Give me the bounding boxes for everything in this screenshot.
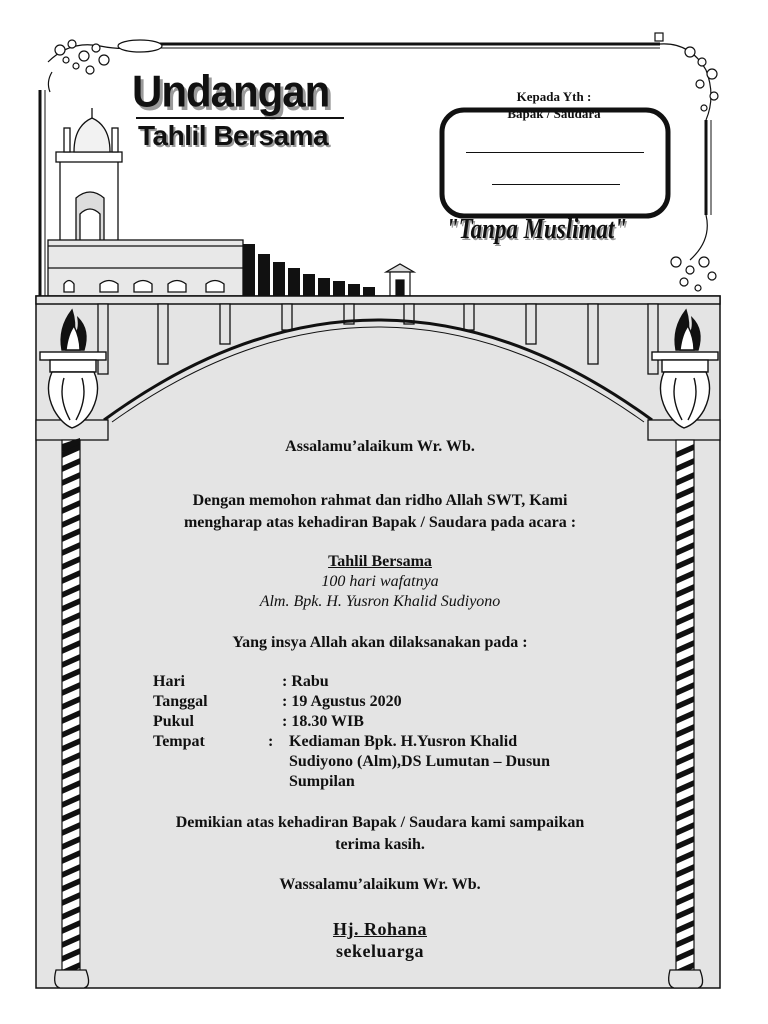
note-tanpa-muslimat: "Tanpa Muslimat" — [446, 214, 627, 245]
greeting: Assalamu’alaikum Wr. Wb. — [285, 438, 475, 455]
event-subtitle-1: 100 hari wafatnya — [321, 573, 439, 590]
recipient-line-2: Bapak / Saudara — [507, 106, 601, 121]
detail-label-pukul: Pukul — [153, 713, 194, 730]
intro-line-2: mengharap atas kehadiran Bapak / Saudara pada acara : — [183, 514, 577, 531]
detail-value-pukul: : 18.30 WIB — [282, 713, 364, 730]
event-title — [120, 552, 640, 572]
detail-value-tempat-2: Sudiyono (Alm),DS Lumutan – Dusun — [289, 753, 550, 770]
detail-value-tanggal: : 19 Agustus 2020 — [282, 693, 402, 710]
signatory-sub: sekeluarga — [336, 941, 424, 961]
detail-label-hari: Hari — [153, 673, 185, 690]
top-band — [36, 296, 720, 304]
recipient-name-line — [466, 152, 644, 153]
closing-line-2: terima kasih. — [335, 836, 425, 853]
detail-label-tempat: Tempat — [153, 733, 205, 750]
signature-block — [120, 918, 640, 962]
farewell: Wassalamu’alaikum Wr. Wb. — [279, 876, 481, 893]
detail-value-tempat-3: Sumpilan — [289, 773, 355, 790]
small-pavilion-icon — [386, 264, 414, 296]
title-underline — [136, 117, 344, 119]
recipient-label — [440, 88, 668, 122]
detail-label-tanggal: Tanggal — [153, 693, 208, 710]
detail-value-hari: : Rabu — [282, 673, 329, 690]
stair-decoration — [243, 244, 375, 296]
closing-line-1: Demikian atas kehadiran Bapak / Saudara kami sampaikan — [175, 814, 585, 831]
signatory-name: Hj. Rohana — [332, 919, 427, 939]
intro-line-1: Dengan memohon rahmat dan ridho Allah SWT, Kami — [192, 492, 568, 509]
intro-paragraph — [120, 490, 640, 534]
recipient-box — [442, 110, 668, 216]
detail-colon-tempat: : — [268, 733, 274, 750]
invitation-title: Undangan — [132, 66, 330, 117]
event-subtitle-2: Alm. Bpk. H. Yusron Khalid Sudiyono — [259, 593, 501, 610]
recipient-line-1: Kepada Yth : — [516, 89, 592, 104]
detail-value-tempat-1: Kediaman Bpk. H.Yusron Khalid — [289, 733, 518, 750]
schedule-lead: Yang insya Allah akan dilaksanakan pada : — [232, 634, 528, 651]
event-title-text: Tahlil Bersama — [328, 553, 432, 570]
recipient-address-line — [492, 184, 620, 185]
closing-paragraph — [120, 812, 640, 856]
invitation-subtitle: Tahlil Bersama — [138, 120, 329, 151]
